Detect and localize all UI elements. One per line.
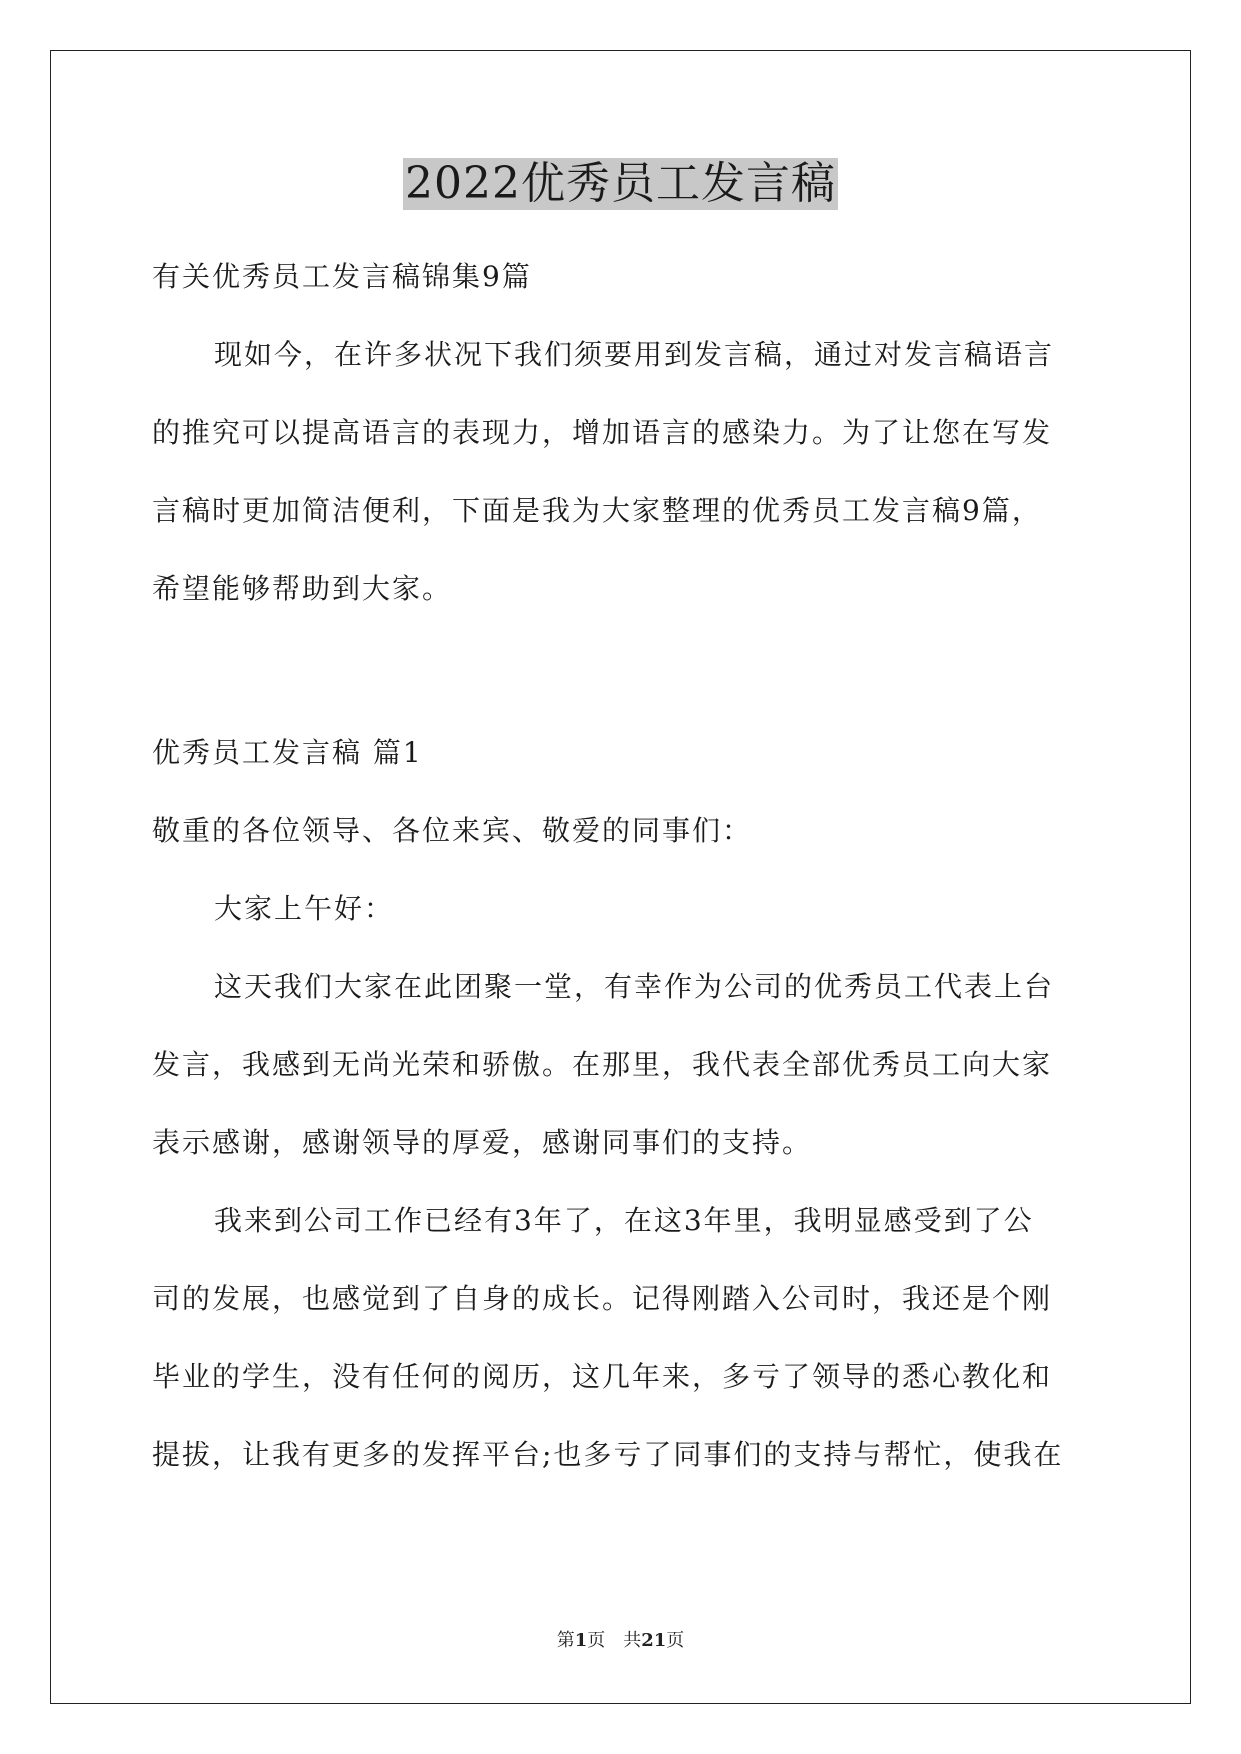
intro-line: 有关优秀员工发言稿锦集9篇 [152, 260, 532, 293]
paragraph-line: 言稿时更加简洁便利，下面是我为大家整理的优秀员工发言稿9篇， [152, 494, 1042, 527]
title-container [0, 158, 1241, 210]
paragraph-line: 毕业的学生，没有任何的阅历，这几年来，多亏了领导的悉心教化和 [152, 1360, 1053, 1393]
paragraph-line: 的推究可以提高语言的表现力，增加语言的感染力。为了让您在写发 [152, 416, 1053, 449]
page-footer [0, 1626, 1241, 1652]
document-body [152, 238, 1092, 1494]
paragraph-line: 表示感谢，感谢领导的厚爱，感谢同事们的支持。 [152, 1126, 813, 1159]
paragraph-line: 这天我们大家在此团聚一堂，有幸作为公司的优秀员工代表上台 [214, 970, 1055, 1003]
paragraph-line: 发言，我感到无尚光荣和骄傲。在那里，我代表全部优秀员工向大家 [152, 1048, 1053, 1081]
page-prefix: 第 [556, 1630, 575, 1651]
paragraph-line: 提拔，让我有更多的发挥平台;也多亏了同事们的支持与帮忙，使我在 [152, 1438, 1064, 1471]
document-title: 2022优秀员工发言稿 [405, 158, 836, 209]
paragraph-line: 希望能够帮助到大家。 [152, 572, 453, 605]
section-gap [152, 628, 1092, 714]
greeting: 大家上午好： [214, 892, 395, 925]
paragraph-line: 我来到公司工作已经有3年了，在这3年里，我明显感受到了公 [214, 1204, 1034, 1237]
paragraph-line: 现如今，在许多状况下我们须要用到发言稿，通过对发言稿语言 [214, 338, 1055, 371]
page-suffix: 页 [587, 1630, 606, 1651]
total-prefix: 共 [623, 1630, 642, 1651]
total-suffix: 页 [666, 1630, 685, 1651]
paragraph-line: 司的发展，也感觉到了自身的成长。记得刚踏入公司时，我还是个刚 [152, 1282, 1053, 1315]
page-number: 1 [574, 1630, 588, 1651]
section-heading: 优秀员工发言稿 篇1 [152, 736, 423, 769]
salutation: 敬重的各位领导、各位来宾、敬爱的同事们： [152, 814, 753, 847]
total-pages: 21 [641, 1630, 667, 1651]
